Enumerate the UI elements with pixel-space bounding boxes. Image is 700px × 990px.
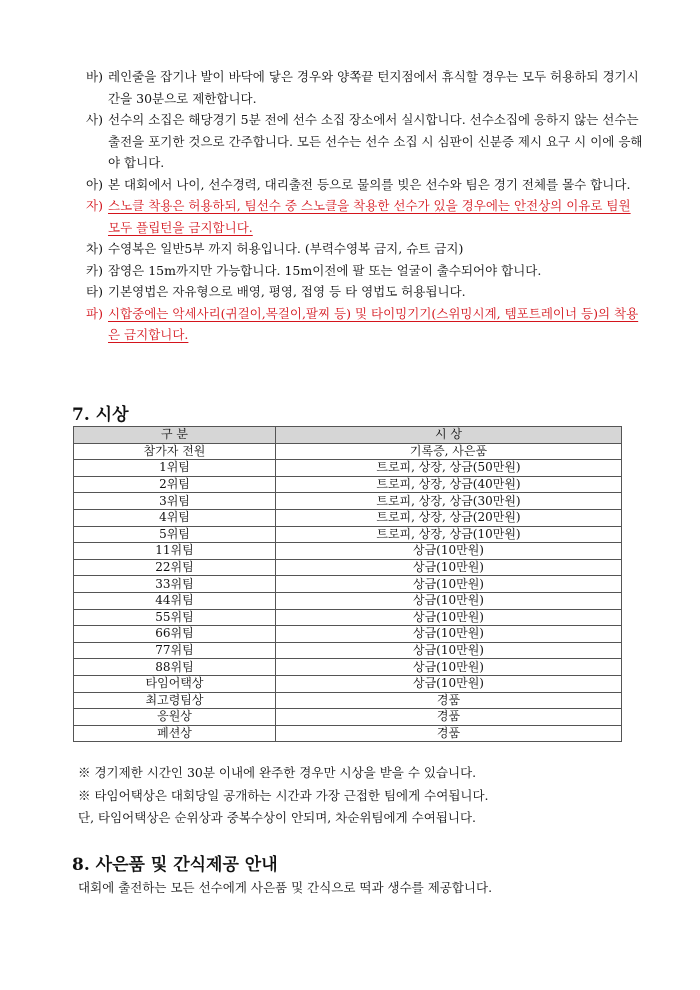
award-category-cell: 88위팀 <box>74 659 276 676</box>
table-row <box>74 592 622 609</box>
award-prize-cell: 상금(10만원) <box>276 675 622 692</box>
rule-marker: 아) <box>86 176 103 192</box>
award-prize-cell: 상금(10만원) <box>276 559 622 576</box>
award-category-cell: 11위팀 <box>74 543 276 560</box>
award-prize-cell: 경품 <box>276 709 622 726</box>
table-row <box>74 675 622 692</box>
rule-item <box>86 238 646 260</box>
award-category-cell: 최고령팀상 <box>74 692 276 709</box>
rule-item <box>86 66 646 109</box>
table-row <box>74 642 622 659</box>
award-prize-cell: 상금(10만원) <box>276 642 622 659</box>
table-row <box>74 609 622 626</box>
rule-item <box>86 281 646 303</box>
award-prize-cell: 트로피, 상장, 상금(20만원) <box>276 509 622 526</box>
rule-text: 시합중에는 악세사리(귀걸이,목걸이,팔찌 등) 및 타이밍기기(스위밍시계, 템포트레이너 등)의 착용은 금지합니다. <box>108 305 639 342</box>
awards-table <box>73 426 622 742</box>
header-category: 구 분 <box>74 427 276 444</box>
table-row <box>74 526 622 543</box>
award-category-cell: 1위팀 <box>74 460 276 477</box>
rule-item-highlighted <box>86 195 646 238</box>
award-category-cell: 33위팀 <box>74 576 276 593</box>
award-notes <box>78 762 658 830</box>
rule-item-highlighted <box>86 303 646 346</box>
rule-marker: 바) <box>86 69 103 84</box>
table-row <box>74 460 622 477</box>
rules-list <box>86 66 646 346</box>
section-7-heading: 7. 시상 <box>72 405 129 425</box>
table-row <box>74 543 622 560</box>
table-row <box>74 576 622 593</box>
award-prize-cell: 상금(10만원) <box>276 626 622 643</box>
award-category-cell: 참가자 전원 <box>74 443 276 460</box>
rule-item <box>86 109 646 174</box>
award-prize-cell: 트로피, 상장, 상금(40만원) <box>276 476 622 493</box>
rule-text: 본 대회에서 나이, 선수경력, 대리출전 등으로 물의를 빚은 선수와 팀은 경기 전체를 몰수 합니다. <box>108 176 631 192</box>
award-category-cell: 3위팀 <box>74 493 276 510</box>
rule-marker: 타) <box>86 284 103 299</box>
section-8-text: 대회에 출전하는 모든 선수에게 사은품 및 간식으로 떡과 생수를 제공합니다. <box>78 880 493 895</box>
rule-text: 잠영은 15m까지만 가능합니다. 15m이전에 팔 또는 얼굴이 출수되어야 합니다. <box>108 262 542 278</box>
rule-text: 수영복은 일반5부 까지 허용입니다. (부력수영복 금지, 슈트 금지) <box>108 241 464 256</box>
note-line: 단, 타임어택상은 순위상과 중복수상이 안되며, 차순위팀에게 수여됩니다. <box>78 810 477 825</box>
rule-marker: 사) <box>86 112 103 127</box>
award-category-cell: 4위팀 <box>74 509 276 526</box>
table-row <box>74 626 622 643</box>
table-row <box>74 725 622 742</box>
table-row <box>74 559 622 576</box>
rule-marker: 자) <box>86 198 103 213</box>
award-category-cell: 77위팀 <box>74 642 276 659</box>
header-award: 시 상 <box>276 427 622 444</box>
award-category-cell: 응원상 <box>74 709 276 726</box>
table-row <box>74 709 622 726</box>
rule-text: 선수의 소집은 해당경기 5분 전에 선수 소집 장소에서 실시합니다. 선수소집에 응하지 않는 선수는 출전을 포기한 것으로 간주합니다. 모든 선수는 선수 소집 시 심판이 신분증 제시 요구 시 이에 응해야 합니다. <box>108 112 643 170</box>
table-row <box>74 509 622 526</box>
award-category-cell: 55위팀 <box>74 609 276 626</box>
award-prize-cell: 상금(10만원) <box>276 609 622 626</box>
table-row <box>74 692 622 709</box>
table-row <box>74 493 622 510</box>
award-prize-cell: 상금(10만원) <box>276 576 622 593</box>
award-category-cell: 22위팀 <box>74 559 276 576</box>
rule-marker: 카) <box>86 262 103 278</box>
award-category-cell: 타임어택상 <box>74 675 276 692</box>
section-8-heading: 8. 사은품 및 간식제공 안내 <box>72 855 278 875</box>
award-prize-cell: 상금(10만원) <box>276 592 622 609</box>
rule-marker: 파) <box>86 305 103 321</box>
rule-marker: 차) <box>86 241 103 256</box>
note-line: ※ 경기제한 시간인 30분 이내에 완주한 경우만 시상을 받을 수 있습니다. <box>78 765 477 780</box>
table-row <box>74 659 622 676</box>
award-prize-cell: 트로피, 상장, 상금(50만원) <box>276 460 622 477</box>
table-header-row <box>74 427 622 444</box>
award-prize-cell: 경품 <box>276 692 622 709</box>
note-line: ※ 타임어택상은 대회당일 공개하는 시간과 가장 근접한 팀에게 수여됩니다. <box>78 787 489 803</box>
rule-text: 스노클 착용은 허용하되, 팀선수 중 스노클을 착용한 선수가 있을 경우에는 안전상의 이유로 팀원 모두 플립턴을 금지합니다. <box>108 198 631 235</box>
rule-text: 기본영법은 자유형으로 배영, 평영, 접영 등 타 영법도 허용됩니다. <box>108 284 466 299</box>
award-prize-cell: 상금(10만원) <box>276 659 622 676</box>
award-category-cell: 페션상 <box>74 725 276 742</box>
award-category-cell: 2위팀 <box>74 476 276 493</box>
rule-text: 레인줄을 잡기나 발이 바닥에 닿은 경우와 양쪽끝 턴지점에서 휴식할 경우는 모두 허용하되 경기시간을 30분으로 제한합니다. <box>108 69 639 106</box>
table-row <box>74 476 622 493</box>
rule-item <box>86 174 646 196</box>
award-category-cell: 44위팀 <box>74 592 276 609</box>
rule-item <box>86 260 646 282</box>
award-prize-cell: 기록증, 사은품 <box>276 443 622 460</box>
award-category-cell: 5위팀 <box>74 526 276 543</box>
award-prize-cell: 경품 <box>276 725 622 742</box>
table-row <box>74 443 622 460</box>
award-prize-cell: 트로피, 상장, 상금(10만원) <box>276 526 622 543</box>
award-prize-cell: 트로피, 상장, 상금(30만원) <box>276 493 622 510</box>
award-category-cell: 66위팀 <box>74 626 276 643</box>
award-prize-cell: 상금(10만원) <box>276 543 622 560</box>
